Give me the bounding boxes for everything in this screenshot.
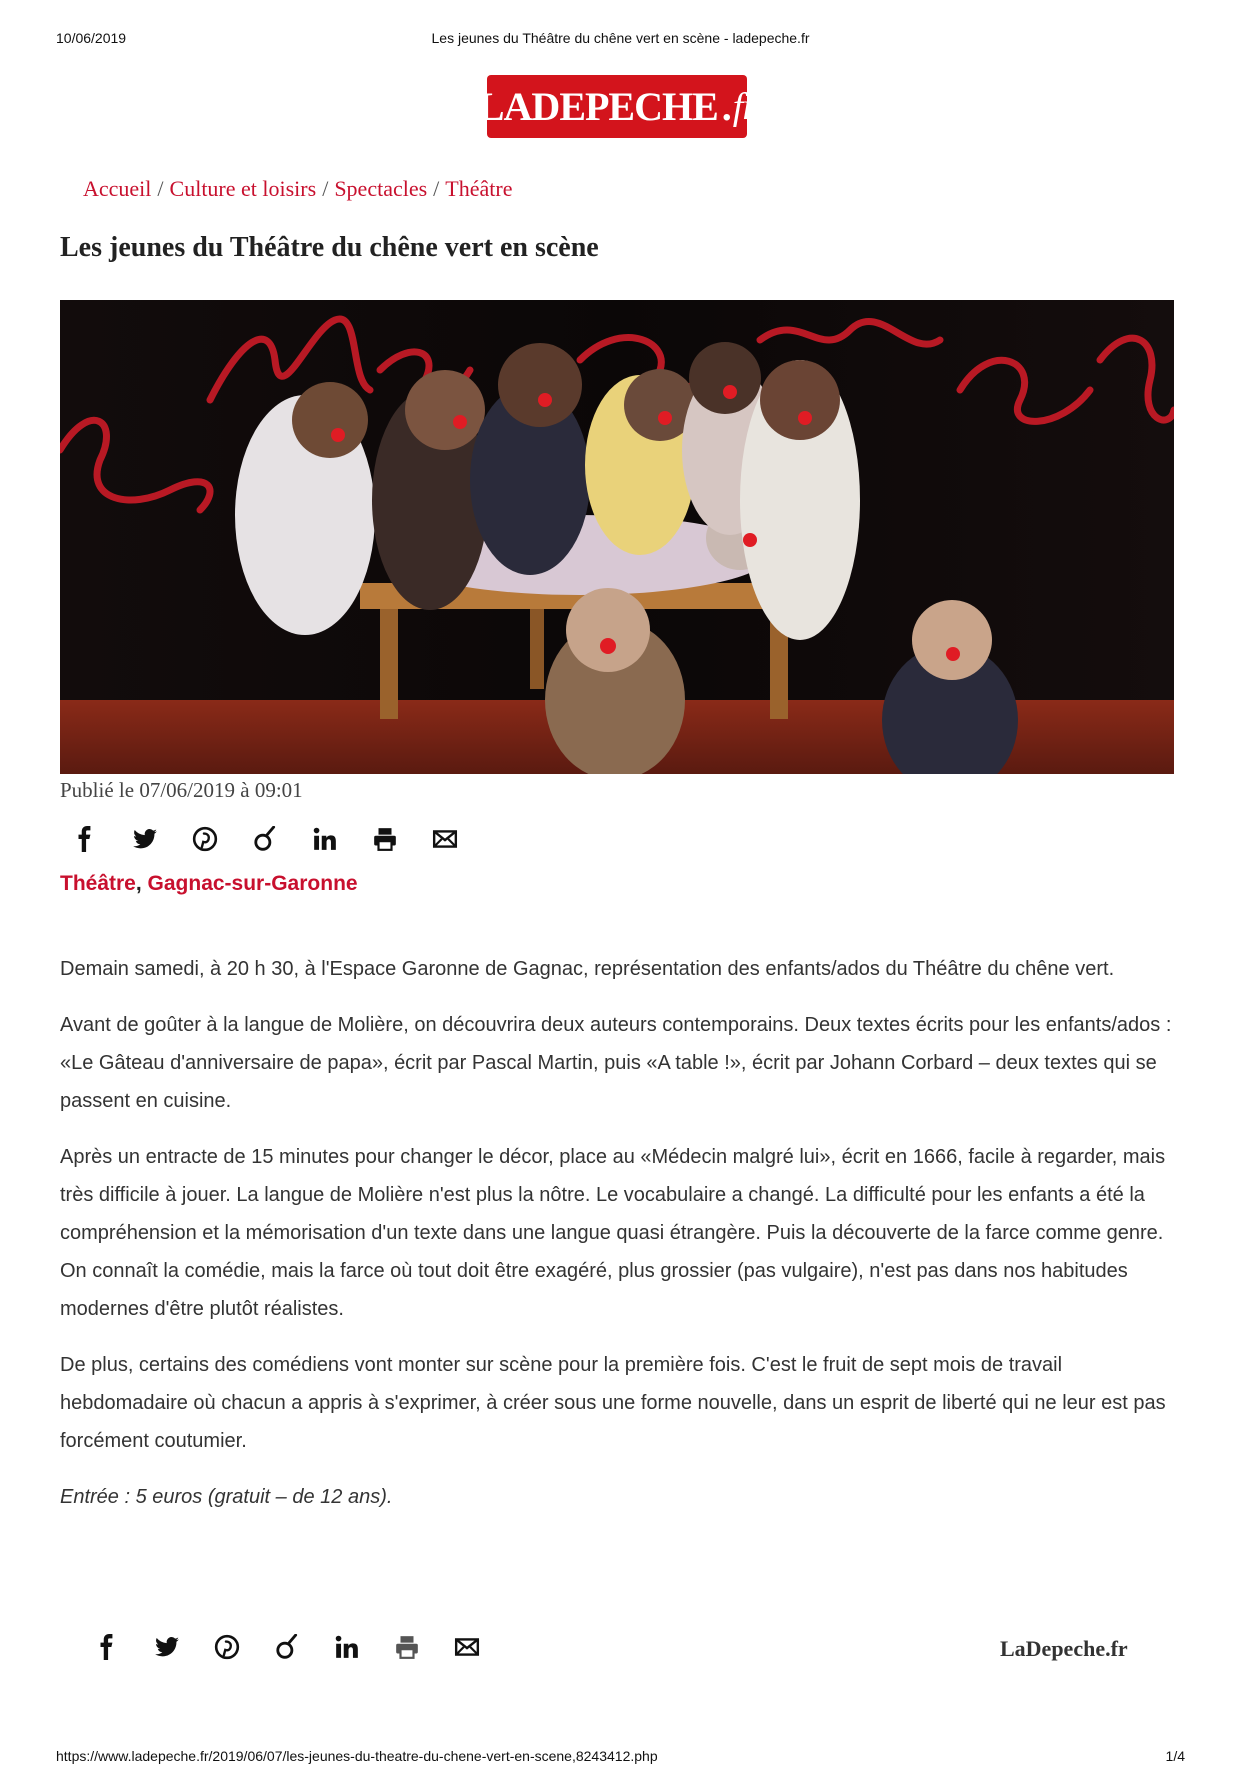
print-footer — [56, 1748, 1185, 1764]
ladepeche-logo[interactable] — [477, 75, 757, 138]
twitter-share-button[interactable] — [152, 1632, 182, 1662]
tag-separator: , — [135, 872, 148, 895]
email-icon — [454, 1634, 480, 1660]
viadeo-share-button[interactable] — [272, 1632, 302, 1662]
article-title: Les jeunes du Théâtre du chêne vert en scène — [60, 232, 599, 263]
facebook-share-button[interactable] — [70, 824, 100, 854]
email-share-button[interactable] — [430, 824, 460, 854]
email-icon — [432, 826, 458, 852]
print-date: 10/06/2019 — [56, 30, 127, 46]
print-url: https://www.ladepeche.fr/2019/06/07/les-jeunes-du-theatre-du-chene-vert-en-scene,8243412.php — [56, 1748, 658, 1764]
print-icon — [394, 1634, 420, 1660]
article-body — [60, 950, 1175, 1534]
linkedin-share-button[interactable] — [332, 1632, 362, 1662]
tag-theatre[interactable]: Théâtre — [60, 872, 136, 895]
print-page-number: 1/4 — [1165, 1748, 1185, 1764]
print-icon — [372, 826, 398, 852]
print-button[interactable] — [392, 1632, 422, 1662]
breadcrumb-item-spectacles[interactable]: Spectacles — [334, 176, 428, 201]
breadcrumb-separator: / — [157, 176, 164, 201]
facebook-icon — [94, 1634, 120, 1660]
linkedin-icon — [334, 1634, 360, 1660]
linkedin-icon — [312, 826, 338, 852]
breadcrumb — [83, 176, 512, 202]
theatre-troupe-photo — [60, 300, 1174, 774]
viadeo-icon — [274, 1634, 300, 1660]
print-header — [56, 30, 1185, 50]
twitter-share-button[interactable] — [130, 824, 160, 854]
article-paragraph: De plus, certains des comédiens vont monter sur scène pour la première fois. C'est le fruit de sept mois de travail hebdomadaire où chacun a appris à s'exprimer, à créer sous une forme nouvelle, dans un esprit de liberté qui ne leur est pas forcément coutumier. — [60, 1354, 1166, 1452]
viadeo-share-button[interactable] — [250, 824, 280, 854]
facebook-icon — [72, 826, 98, 852]
breadcrumb-item-accueil[interactable]: Accueil — [83, 176, 152, 201]
footer-logo[interactable]: LaDepeche.fr — [1000, 1636, 1128, 1661]
breadcrumb-separator: / — [322, 176, 329, 201]
facebook-share-button[interactable] — [92, 1632, 122, 1662]
pinterest-share-button[interactable] — [212, 1632, 242, 1662]
pinterest-icon — [192, 826, 218, 852]
price-note: Entrée : 5 euros (gratuit – de 12 ans). — [60, 1486, 393, 1508]
twitter-icon — [154, 1634, 180, 1660]
logo-dot: . — [721, 84, 731, 129]
pinterest-share-button[interactable] — [190, 824, 220, 854]
breadcrumb-separator: / — [433, 176, 440, 201]
article-paragraph: Avant de goûter à la langue de Molière, on découvrira deux auteurs contemporains. Deux textes écrits pour les enfants/ados : «Le Gâteau d'anniversaire de papa», écrit par Pascal Martin, puis «A table !», écrit par Johann Corbard – deux textes qui se passent en cuisine. — [60, 1014, 1172, 1112]
linkedin-share-button[interactable] — [310, 824, 340, 854]
article-tags — [60, 872, 358, 896]
article-paragraph: Après un entracte de 15 minutes pour changer le décor, place au «Médecin malgré lui», écrit en 1666, facile à regarder, mais très difficile à jouer. La langue de Molière n'est plus la nôtre. Le vocabulaire a changé. La difficulté pour les enfants a été la compréhension et la mémorisation d'un texte dans une langue quasi étrangère. Puis la découverte de la farce comme genre. On connaît la comédie, mais la farce où tout doit être exagéré, plus grossier (pas vulgaire), n'est pas dans nos habitudes modernes d'être plutôt réalistes. — [60, 1146, 1166, 1320]
share-bar-top — [70, 824, 490, 854]
logo-main-text: LADEPECHE — [477, 84, 718, 129]
twitter-icon — [132, 826, 158, 852]
logo-suffix: fr — [732, 85, 757, 128]
article-photo — [60, 300, 1174, 774]
breadcrumb-item-culture-et-loisirs[interactable]: Culture et loisirs — [169, 176, 317, 201]
published-date: Publié le 07/06/2019 à 09:01 — [60, 778, 303, 802]
article-paragraph: Demain samedi, à 20 h 30, à l'Espace Garonne de Gagnac, représentation des enfants/ados du Théâtre du chêne vert. — [60, 958, 1115, 980]
share-bar-bottom — [92, 1632, 512, 1662]
tag-gagnac-sur-garonne[interactable]: Gagnac-sur-Garonne — [147, 872, 358, 895]
pinterest-icon — [214, 1634, 240, 1660]
print-page-title: Les jeunes du Théâtre du chêne vert en scène - ladepeche.fr — [431, 30, 810, 46]
print-button[interactable] — [370, 824, 400, 854]
email-share-button[interactable] — [452, 1632, 482, 1662]
viadeo-icon — [252, 826, 278, 852]
breadcrumb-item-theatre[interactable]: Théâtre — [445, 176, 513, 201]
